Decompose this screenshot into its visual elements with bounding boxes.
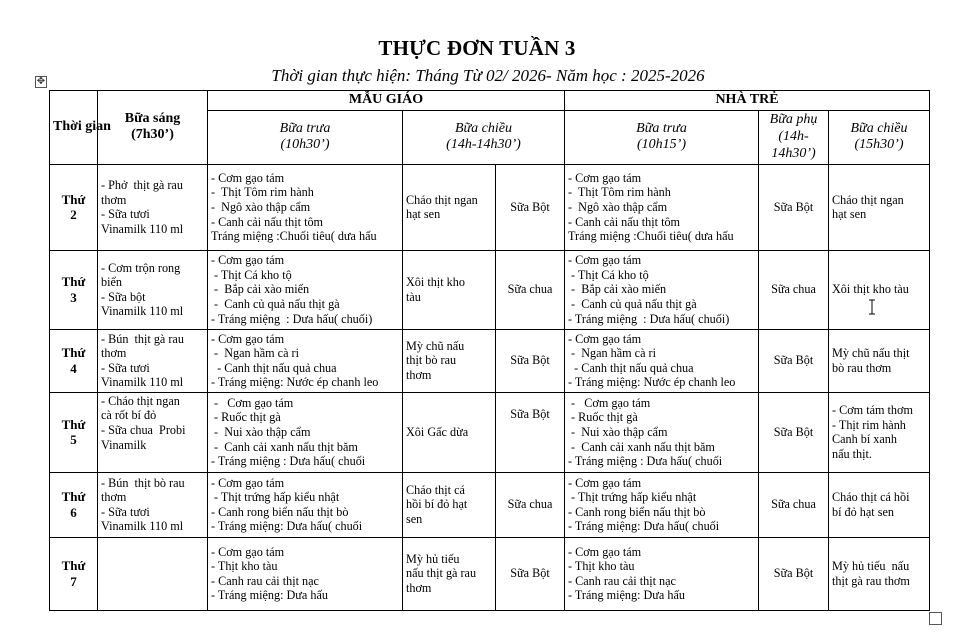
table-row (50, 472, 930, 537)
nt-lunch-cell: - Cơm gạo tám - Thịt Cá kho tộ - Bắp cải xào miến - Canh củ quả nấu thịt gà - Tráng miệng : Dưa hấu( chuối) (565, 250, 759, 329)
mg-afternoon-milk-cell: Sữa chua (496, 250, 565, 329)
mg-afternoon-meal-cell: Cháo thịt ngan hạt sen (403, 164, 496, 250)
breakfast-cell: - Cháo thịt ngan cà rốt bí đỏ - Sữa chua Probi Vinamilk (98, 392, 208, 472)
nt-lunch-cell: - Cơm gạo tám - Thịt Tôm rim hành - Ngô xào thập cẩm - Canh cải nấu thịt tôm Tráng miệng :Chuối tiêu( dưa hấu (565, 164, 759, 250)
nt-lunch-cell: - Cơm gạo tám - Ngan hầm cà ri - Canh thịt nấu quả chua - Tráng miệng: Nước ép chanh leo (565, 329, 759, 392)
nt-afternoon-cell: Mỳ chũ nấu thịt bò rau thơm (829, 329, 930, 392)
breakfast-cell: - Bún thịt gà rau thơm - Sữa tươi Vinamilk 110 ml (98, 329, 208, 392)
mg-afternoon-meal-cell: Mỳ chũ nấu thịt bò rau thơm (403, 329, 496, 392)
table-row (50, 250, 930, 329)
text-cursor-icon (868, 299, 876, 315)
nt-afternoon-cell: Cháo thịt cá hồi bí đỏ hạt sen (829, 472, 930, 537)
breakfast-cell: - Cơm trộn rong biển - Sữa bột Vinamilk 110 ml (98, 250, 208, 329)
header-nha-tre: NHÀ TRẺ (565, 91, 930, 111)
menu-table (49, 90, 930, 611)
mg-afternoon-milk-cell: Sữa Bột (496, 537, 565, 610)
table-row (50, 164, 930, 250)
mg-afternoon-meal-cell: Mỳ hủ tiếu nấu thịt gà rau thơm (403, 537, 496, 610)
document-subtitle: Thời gian thực hiện: Tháng Từ 02/ 2026- Năm học : 2025-2026 (271, 66, 705, 85)
mg-lunch-cell: - Cơm gạo tám - Thịt Tôm rim hành - Ngô xào thập cẩm - Canh cải nấu thịt tôm Tráng miệng :Chuối tiêu( dưa hấu (208, 164, 403, 250)
header-nt-lunch: Bữa trưa (10h15’) (565, 110, 759, 164)
table-resize-handle-icon[interactable] (929, 612, 942, 625)
mg-afternoon-milk-cell: Sữa Bột (496, 392, 565, 472)
nt-lunch-cell: - Cơm gạo tám - Thịt trứng hấp kiểu nhật - Canh rong biển nấu thịt bò - Tráng miệng: Dưa hấu( chuối (565, 472, 759, 537)
table-row (50, 537, 930, 610)
mg-lunch-cell: - Cơm gạo tám - Thịt kho tàu - Canh rau cải thịt nạc - Tráng miệng: Dưa hấu (208, 537, 403, 610)
table-row (50, 329, 930, 392)
nt-afternoon-cell: - Cơm tám thơm - Thịt rim hành Canh bí xanh nấu thịt. (829, 392, 930, 472)
day-cell: Thứ 7 (50, 537, 98, 610)
nt-snack-cell: Sữa Bột (759, 537, 829, 610)
day-cell: Thứ 3 (50, 250, 98, 329)
mg-afternoon-meal-cell: Cháo thịt cá hồi bí đỏ hạt sen (403, 472, 496, 537)
header-mg-lunch: Bữa trưa (10h30’) (208, 110, 403, 164)
day-cell: Thứ 4 (50, 329, 98, 392)
breakfast-cell: - Bún thịt bò rau thơm - Sữa tươi Vinamilk 110 ml (98, 472, 208, 537)
header-time: Thời gian (50, 91, 98, 165)
day-cell: Thứ 6 (50, 472, 98, 537)
mg-lunch-cell: - Cơm gạo tám - Thịt Cá kho tộ - Bắp cải xào miến - Canh củ quả nấu thịt gà - Tráng miệng : Dưa hấu( chuối) (208, 250, 403, 329)
nt-snack-cell: Sữa Bột (759, 164, 829, 250)
table-move-handle-icon[interactable]: ✥ (36, 76, 46, 87)
mg-lunch-cell: - Cơm gạo tám - Thịt trứng hấp kiểu nhật - Canh rong biển nấu thịt bò - Tráng miệng: Dưa hấu( chuối (208, 472, 403, 537)
mg-lunch-cell: - Cơm gạo tám - Ruốc thịt gà - Nui xào thập cẩm - Canh cải xanh nấu thịt băm - Tráng miệng : Dưa hấu( chuối (208, 392, 403, 472)
nt-snack-cell: Sữa chua (759, 250, 829, 329)
nt-lunch-cell: - Cơm gạo tám - Thịt kho tàu - Canh rau cải thịt nạc - Tráng miệng: Dưa hấu (565, 537, 759, 610)
mg-afternoon-meal-cell: Xôi Gấc dừa (403, 392, 496, 472)
nt-afternoon-cell: Mỳ hủ tiếu nấu thịt gà rau thơm (829, 537, 930, 610)
breakfast-cell (98, 537, 208, 610)
header-breakfast: Bữa sáng (7h30’) (98, 91, 208, 165)
day-cell: Thứ 5 (50, 392, 98, 472)
header-nt-snack: Bữa phụ (14h- 14h30’) (759, 110, 829, 164)
header-mg-afternoon: Bữa chiều (14h-14h30’) (403, 110, 565, 164)
breakfast-cell: - Phở thịt gà rau thơm - Sữa tươi Vinamilk 110 ml (98, 164, 208, 250)
nt-snack-cell: Sữa Bột (759, 392, 829, 472)
mg-lunch-cell: - Cơm gạo tám - Ngan hầm cà ri - Canh thịt nấu quả chua - Tráng miệng: Nước ép chanh leo (208, 329, 403, 392)
nt-lunch-cell: - Cơm gạo tám - Ruốc thịt gà - Nui xào thập cẩm - Canh cải xanh nấu thịt băm - Tráng miệng : Dưa hấu( chuối (565, 392, 759, 472)
mg-afternoon-milk-cell: Sữa chua (496, 472, 565, 537)
mg-afternoon-milk-cell: Sữa Bột (496, 164, 565, 250)
mg-afternoon-meal-cell: Xôi thịt kho tàu (403, 250, 496, 329)
nt-afternoon-cell: Cháo thịt ngan hạt sen (829, 164, 930, 250)
nt-snack-cell: Sữa chua (759, 472, 829, 537)
document-title: THỰC ĐƠN TUẦN 3 (378, 36, 576, 60)
header-nt-afternoon: Bữa chiều (15h30’) (829, 110, 930, 164)
day-cell: Thứ 2 (50, 164, 98, 250)
header-mau-giao: MẪU GIÁO (208, 91, 565, 111)
mg-afternoon-milk-cell: Sữa Bột (496, 329, 565, 392)
table-row (50, 392, 930, 472)
nt-snack-cell: Sữa Bột (759, 329, 829, 392)
nt-afternoon-cell: Xôi thịt kho tàu (829, 250, 930, 329)
